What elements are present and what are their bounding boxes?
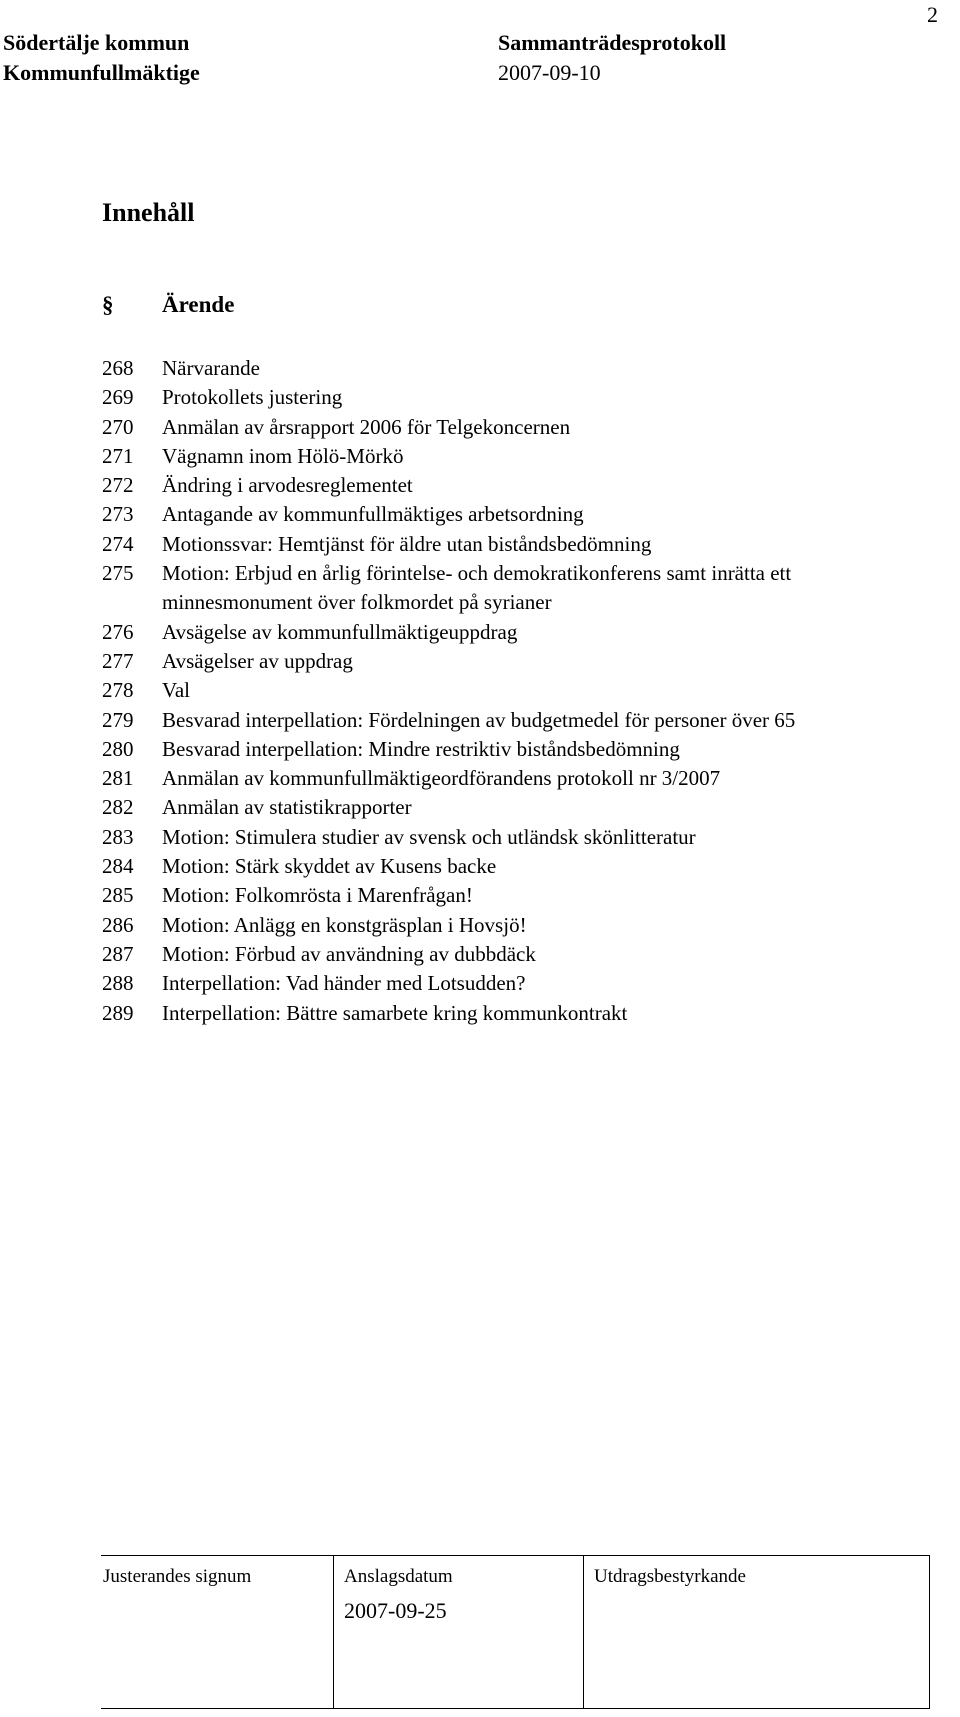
toc-item (102, 940, 942, 969)
document-type: Sammanträdesprotokoll (498, 30, 727, 55)
toc-item-number: 282 (102, 795, 134, 820)
toc-item-number: 281 (102, 766, 134, 791)
section-title: Innehåll (102, 198, 195, 227)
page-number: 2 (927, 2, 938, 27)
toc-item-title: Motion: Stimulera studier av svensk och utländsk skönlitteratur (162, 824, 696, 849)
toc-item-title: Avsägelse av kommunfullmäktigeuppdrag (162, 619, 518, 644)
toc-item (102, 500, 942, 529)
toc-item-number: 269 (102, 385, 134, 410)
toc-item-number: 288 (102, 971, 134, 996)
toc-item-title: Anmälan av statistikrapporter (162, 795, 412, 820)
toc-list (102, 354, 942, 1028)
toc-item (102, 676, 942, 705)
toc-item-title: Motion: Folkomrösta i Marenfrågan! (162, 883, 473, 908)
toc-item-title: Protokollets justering (162, 385, 343, 410)
organization-name: Södertälje kommun (3, 30, 190, 55)
toc-item-number: 270 (102, 414, 134, 439)
toc-item (102, 471, 942, 500)
toc-item-number: 276 (102, 619, 134, 644)
toc-column-label: Ärende (162, 292, 235, 317)
toc-item-number: 272 (102, 473, 134, 498)
toc-item (102, 442, 942, 471)
toc-item (102, 911, 942, 940)
toc-item-number: 279 (102, 707, 134, 732)
toc-item-title: Motion: Stärk skyddet av Kusens backe (162, 854, 497, 879)
committee-name: Kommunfullmäktige (3, 60, 200, 85)
toc-item-title: Motion: Förbud av användning av dubbdäck (162, 941, 536, 966)
toc-item-number: 283 (102, 824, 134, 849)
toc-item (102, 852, 942, 881)
toc-item (102, 354, 942, 383)
toc-item-title: Interpellation: Bättre samarbete kring kommunkontrakt (162, 1000, 628, 1025)
toc-item-title: Besvarad interpellation: Fördelningen av budgetmedel för personer över 65 (162, 707, 796, 732)
toc-item-title: Anmälan av årsrapport 2006 för Telgekoncernen (162, 414, 571, 439)
toc-item-number: 286 (102, 912, 134, 937)
toc-item-number: 285 (102, 883, 134, 908)
meeting-date: 2007-09-10 (498, 60, 601, 85)
posting-date-value: 2007-09-25 (344, 1598, 447, 1623)
toc-item-number: 289 (102, 1000, 134, 1025)
signature-cell (101, 1556, 333, 1708)
toc-item (102, 881, 942, 910)
toc-item-title: Avsägelser av uppdrag (162, 648, 353, 673)
extract-label: Utdragsbestyrkande (594, 1566, 746, 1587)
posting-date-label: Anslagsdatum (344, 1566, 453, 1587)
toc-item (102, 823, 942, 852)
toc-item (102, 764, 942, 793)
toc-item (102, 706, 942, 735)
header-left (3, 28, 200, 88)
toc-item-number: 273 (102, 502, 134, 527)
toc-item-number: 277 (102, 648, 134, 673)
toc-item (102, 793, 942, 822)
toc-item-title: Motionssvar: Hemtjänst för äldre utan biståndsbedömning (162, 531, 652, 556)
toc-item-title: Besvarad interpellation: Mindre restriktiv biståndsbedömning (162, 736, 680, 761)
toc-item (102, 735, 942, 764)
paragraph-symbol: § (102, 292, 114, 317)
toc-item (102, 559, 942, 618)
toc-item (102, 530, 942, 559)
toc-item-number: 280 (102, 736, 134, 761)
toc-item-title: Motion: Erbjud en årlig förintelse- och demokratikonferens samt inrätta ett minnesmonument över folkmordet på syrianer (162, 561, 792, 615)
toc-item (102, 969, 942, 998)
toc-item-number: 271 (102, 443, 134, 468)
toc-item (102, 999, 942, 1028)
posting-date-cell (333, 1556, 583, 1708)
toc-item-title: Ändring i arvodesreglementet (162, 473, 413, 498)
toc-header (102, 292, 234, 318)
toc-item-title: Anmälan av kommunfullmäktigeordförandens protokoll nr 3/2007 (162, 766, 721, 791)
toc-item-number: 268 (102, 356, 134, 380)
toc-item (102, 413, 942, 442)
toc-item-number: 274 (102, 531, 134, 556)
signature-label: Justerandes signum (103, 1566, 252, 1587)
toc-item-number: 287 (102, 941, 134, 966)
toc-item-number: 275 (102, 561, 134, 586)
toc-item-title: Val (162, 678, 190, 703)
toc-item (102, 618, 942, 647)
toc-item-title: Vägnamn inom Hölö-Mörkö (162, 443, 404, 468)
footer-signature-table (101, 1555, 930, 1709)
extract-cell (583, 1556, 930, 1708)
toc-item (102, 647, 942, 676)
toc-item-title: Motion: Anlägg en konstgräsplan i Hovsjö! (162, 912, 527, 937)
toc-item-number: 278 (102, 678, 134, 703)
header-right (498, 28, 726, 88)
toc-item (102, 383, 942, 412)
toc-item-title: Antagande av kommunfullmäktiges arbetsordning (162, 502, 584, 527)
toc-item-number: 284 (102, 854, 134, 879)
toc-item-title: Närvarande (162, 356, 260, 380)
toc-item-title: Interpellation: Vad händer med Lotsudden? (162, 971, 526, 996)
